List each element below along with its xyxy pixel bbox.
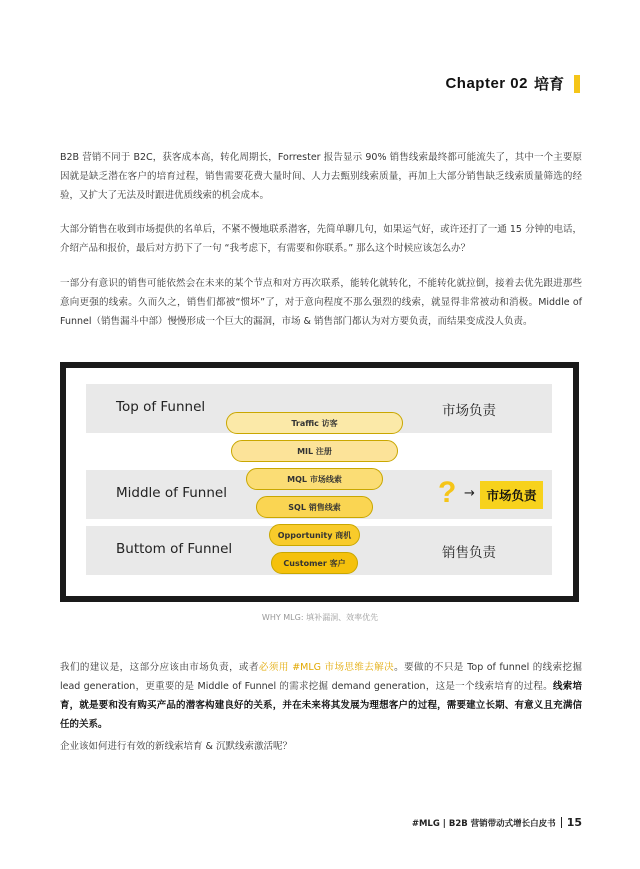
- stage-customer: Customer 客户: [271, 552, 358, 574]
- page-footer: [412, 816, 582, 829]
- recommendation-text-b: 。要做的不只是 Top of funnel 的线索挖掘 lead generation，更重要的是 Middle of Funnel 的需求挖掘 demand generation，这是一个线索培育的过程。: [60, 662, 582, 692]
- recommendation-text-a: 我们的建议是，这部分应该由市场负责，或者: [60, 662, 259, 673]
- band-responsible-bottom: 销售负责: [442, 545, 496, 561]
- band-label-top: Top of Funnel: [116, 399, 206, 415]
- arrow-right-icon: →: [464, 486, 475, 501]
- band-responsible-top: 市场负责: [442, 403, 496, 419]
- footer-divider: [561, 817, 562, 828]
- stage-sql: SQL 销售线索: [256, 496, 373, 518]
- footer-title: #MLG | B2B 营销带动式增长白皮书: [411, 818, 556, 829]
- page-number: 15: [566, 816, 582, 829]
- band-label-bottom: Buttom of Funnel: [116, 541, 233, 557]
- stage-mql: MQL 市场线索: [246, 468, 383, 490]
- chapter-accent-bar: [574, 75, 580, 93]
- recommendation-bold: 线索培育，就是要和没有购买产品的潜客构建良好的关系，并在未来将其发展为理想客户的过程，需要建立长期、有意义且充满信任的关系。: [60, 681, 582, 730]
- chapter-number: Chapter 02: [445, 75, 528, 92]
- paragraph-recommendation: [60, 658, 582, 734]
- stage-traffic: Traffic 访客: [226, 412, 403, 434]
- paragraph-sales-followup: 大部分销售在收到市场提供的名单后，不紧不慢地联系潜客，先简单聊几句，如果运气好，或许还打了一通 15 分钟的电话，介绍产品和报价，最后对方扔下了一句 “我考虑下，有需要和你联系。” 那么这个时候应该怎么办？: [60, 224, 582, 254]
- chapter-title: 培育: [533, 75, 564, 93]
- paragraph-intro: B2B 营销不同于 B2C，获客成本高，转化周期长，Forrester 报告显示 90% 销售线索最终都可能流失了，其中一个主要原因就是缺乏潜在客户的培育过程，销售需要花费大量时间、人力去甄别线索质量，再加上大部分销售缺乏线索质量筛选的经验，又扩大了无法及时跟进优质线索的机会成本。: [60, 152, 582, 201]
- stage-opportunity: Opportunity 商机: [269, 524, 360, 546]
- question-mark-icon: ?: [438, 476, 457, 509]
- paragraph-question: 企业该如何进行有效的新线索培育 & 沉默线索激活呢？: [60, 741, 292, 752]
- figure-caption: WHY MLG: 填补漏洞、效率优先: [261, 613, 379, 622]
- band-label-middle: Middle of Funnel: [116, 485, 227, 501]
- middle-responsible-highlight: 市场负责: [480, 481, 543, 509]
- stage-mil: MIL 注册: [231, 440, 398, 462]
- funnel-diagram: [60, 362, 579, 602]
- paragraph-middle-funnel: 一部分有意识的销售可能依然会在未来的某个节点和对方再次联系，能转化就转化，不能转化就拉倒，接着去优先跟进那些意向更强的线索。久而久之，销售们都被“惯坏”了，对于意向程度不那么强烈的线索，就显得非常被动和消极。Middle of Funnel（销售漏斗中部）慢慢形成一个巨大的漏洞，市场 & 销售部门都认为对方要负责，而结果变成没人负责。: [60, 278, 582, 327]
- recommendation-highlight: 必须用 #MLG 市场思维去解决: [258, 662, 395, 673]
- chapter-header: [445, 73, 580, 94]
